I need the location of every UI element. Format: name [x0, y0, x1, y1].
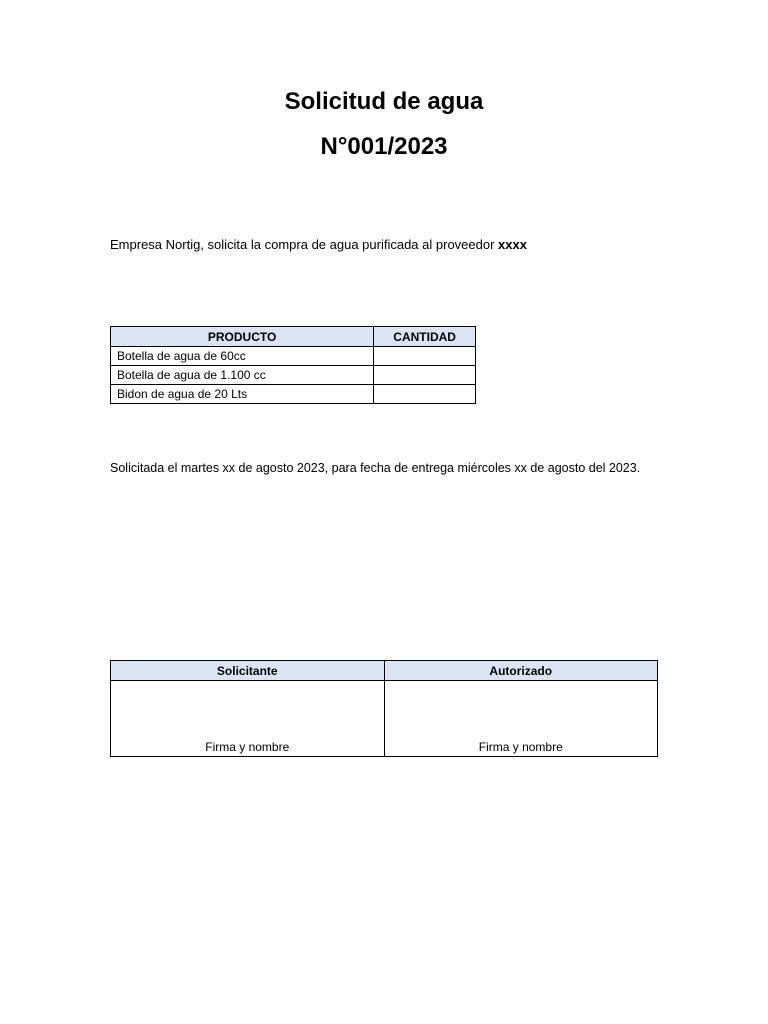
- signature-header-row: [111, 661, 658, 681]
- signature-cell-solicitante[interactable]: [111, 681, 385, 757]
- product-cell: Botella de agua de 60cc: [111, 347, 374, 366]
- intro-text: Empresa Nortig, solicita la compra de agua purificada al proveedor: [110, 237, 499, 252]
- quantity-cell[interactable]: [374, 385, 476, 404]
- quantity-cell[interactable]: [374, 347, 476, 366]
- document-number: N°001/2023: [320, 133, 448, 160]
- product-cell: Bidon de agua de 20 Lts: [111, 385, 374, 404]
- quantity-cell[interactable]: [374, 366, 476, 385]
- table-row: [111, 347, 476, 366]
- header-producto: PRODUCTO: [111, 327, 374, 347]
- document-title: Solicitud de agua: [284, 88, 484, 115]
- signature-table: [110, 660, 658, 757]
- table-row: [111, 366, 476, 385]
- header-autorizado: Autorizado: [384, 661, 658, 681]
- header-cantidad: CANTIDAD: [374, 327, 476, 347]
- intro-paragraph: [110, 237, 527, 252]
- dates-paragraph: Solicitada el martes xx de agosto 2023, para fecha de entrega miércoles xx de agosto del 2023.: [110, 461, 641, 475]
- products-header-row: [111, 327, 476, 347]
- signature-row: [111, 681, 658, 757]
- signature-cell-autorizado[interactable]: [384, 681, 658, 757]
- products-table: [110, 326, 476, 404]
- header-solicitante: Solicitante: [111, 661, 385, 681]
- table-row: [111, 385, 476, 404]
- supplier-name: xxxx: [498, 237, 527, 252]
- signature-label: Firma y nombre: [478, 740, 563, 754]
- signature-label: Firma y nombre: [205, 740, 290, 754]
- product-cell: Botella de agua de 1.100 cc: [111, 366, 374, 385]
